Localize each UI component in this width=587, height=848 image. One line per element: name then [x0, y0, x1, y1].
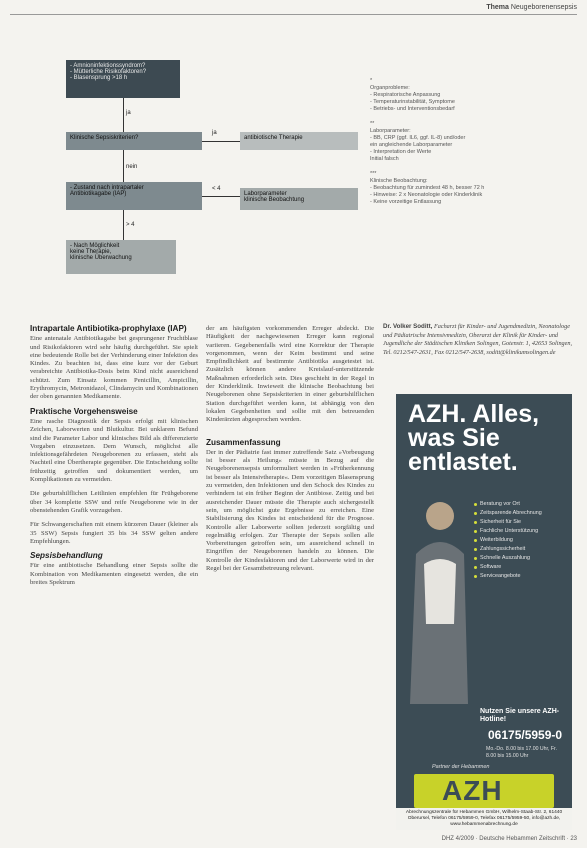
header-rule — [10, 14, 577, 15]
ad-footer: Abrechnungszentrale für Hebammen GmbH, Wilhelm-Staab-Str. 2, 61440 Oberursel, Telefon 06175/5959-0, Telefax 06175/5959-50, info@azh.de, www.hebammenabrechnung.de — [396, 808, 572, 830]
flowchart-label-ja: ja — [126, 110, 131, 116]
paragraph: Eine rasche Diagnostik der Sepsis erfolgt mit klinischen Zeichen, Laborwerten und Blutkultur. Bei unklarem Befund sind die Parameter Labor und klinisches Bild als differenzierte Vorgaben einzusetzen. Dem Wunsch, möglichst alle infektionsgefährdeten Neugeborenen zu erfassen, steht als Nachteil eine Übertherapie gegenüber. Die Entscheidung sollte frühzeitig getroffen und dokumentiert werden, um Komplikationen zu vermeiden. — [30, 417, 198, 484]
ad-hotline: Nutzen Sie unsere AZH-Hotline! — [480, 708, 560, 723]
ad-title: AZH. Alles, was Sie entlastet. — [408, 400, 540, 476]
heading-practical-approach: Praktische Vorgehensweise — [30, 406, 138, 416]
heading-summary: Zusammenfassung — [206, 437, 281, 447]
running-header: Thema Neugeborenensepsis — [486, 4, 577, 11]
heading-iap: Intrapartale Antibiotika-prophylaxe (IAP) — [30, 324, 187, 333]
flowchart-notes — [370, 78, 570, 214]
flowchart-label-gt4: > 4 — [126, 222, 135, 228]
flowchart-box-clinical-criteria: Klinische Sepsiskriterien? — [66, 132, 202, 150]
flowchart-box-risk-factors: - Amnioninfektionssyndrom? - Mütterliche Risikofaktoren? - Blasensprung >18 h — [66, 60, 180, 98]
article-column-2 — [206, 325, 374, 579]
note-lab-parameters: ** Laborparameter: - BB, CRP (ggf. IL6, ggf. IL-8) und/oder ein angleichende Laborparameter - Interpretation der Werte Initial falsch — [370, 121, 466, 162]
flowchart-box-lab-observation: Laborparameter klinische Beobachtung — [240, 188, 358, 210]
article-column-1 — [30, 325, 198, 593]
note-organ-problems: * Organprobleme: - Respiratorische Anpassung - Temperaturinstabilität, Symptome - Betriebs- und Interventionsbedarf — [370, 78, 455, 112]
author-bio — [383, 323, 573, 357]
paragraph: Die geburtshilflichen Leitlinien empfehlen für Frühgeborene über 34 komplette SSW und reife Neugeborene wie in der obenstehenden Grafik vorzugehen. — [30, 490, 198, 514]
azh-logo: AZH — [414, 774, 554, 808]
ad-service-list: Beratung vor Ort Zeitsparende Abrechnung Sicherheit für Sie Fachliche Unterstützung Weiterbildung Zahlungssicherheit Schnelle Auszahlung Software Serviceangebote — [474, 500, 564, 581]
author-name: Dr. Volker Soditt, — [383, 323, 433, 330]
paragraph: der am häufigsten vorkommenden Erreger abdeckt. Die Häufigkeit der nachgewiesenen Erreger kann regional variieren. Gegebenenfalls wird eine Korrektur der Therapie vorgenommen, wenn der Keim bestimmt und seine Empfindlichkeit auf bestimmte Antibiotika ausgetestet ist. Zusätzlich können andere Kreislauf-unterstützende Maßnahmen erforderlich sein. Dies geschieht in der Regel in der Kinderklinik. Inwieweit die klinische Beobachtung bei Neugeborenen ohne Sepsiskriterien in einer geburtshilflichen Station durchgeführt werden kann, ist abhängig von den lokalen Gegebenheiten und sollte mit den betreuenden Kinderärzten abgesprochen werden. — [206, 325, 374, 424]
ad-schedule: Mo.-Do. 8.00 bis 17.00 Uhr, Fr. 8.00 bis 15.00 Uhr — [486, 746, 557, 759]
ad-tagline: Partner der Hebammen — [432, 764, 490, 770]
page-footer: DHZ 4/2009 · Deutsche Hebammen Zeitschrift · 23 — [441, 836, 577, 842]
ad-phone: 06175/5959-0 — [488, 728, 563, 742]
author-details: Facharzt für Kinder- und Jugendmedizin, Neonatologe und Pädiatrische Intensivmedizin, Oberarzt der Klinik für Kinder- und Jugendliche der Städtischen Kliniken Solingen, Gotenstr. 1, 42653 Solingen, Tel. 0212/547-2631, Fax 0212/547-2638, soditt@klinikumsolingen.de — [383, 323, 573, 356]
paragraph: Für Schwangerschaften mit einem kürzeren Dauer (kleiner als 35 SSW) Sepsis fungiert 35 bis 34 SSW gelten andere Empfehlungen. — [30, 521, 198, 545]
flowchart-box-no-therapy: - Nach Möglichkeit keine Therapie, klinische Überwachung — [66, 240, 176, 274]
flowchart-label-ja-2: ja — [212, 130, 217, 136]
paragraph: Eine antenatale Antibiotikagabe bei gesprungener Fruchtblase und Risikofaktoren wird sehr häufig durchgeführt. Sie spielt eine bedeutende Rolle bei der Verhinderung einer Infektion des Kindes. Zu beachten ist, dass eine kurz vor der Geburt verabreichte Antibiotika-Dosis beim Kind nicht ausreichend schützt. Zum Einsatz kommen Penicillin, Ampicillin, Erythromycin, Metronidazol, Clindamycin und Kombinationen der oben genannten Medikamente. — [30, 335, 198, 401]
person-illustration — [402, 494, 472, 704]
heading-sepsis-treatment: Sepsisbehandlung — [30, 551, 103, 561]
flowchart-box-iap: - Zustand nach intrapartaler Antibiotikagabe (IAP) — [66, 182, 202, 210]
sepsis-flowchart — [66, 60, 386, 282]
flowchart-box-antibiotic-therapy: antibiotische Therapie — [240, 132, 358, 150]
azh-advertisement — [396, 394, 572, 830]
flowchart-label-nein: nein — [126, 164, 138, 170]
note-clinical-observation: *** Klinische Beobachtung: - Beobachtung für zumindest 48 h, besser 72 h - Hinweise: 2 x Neonatologie oder Kinderklinik - Keine vorzeitige Entlassung — [370, 171, 485, 205]
flowchart-label-lt4: < 4 — [212, 186, 221, 192]
paragraph: Für eine antibiotische Behandlung einer Sepsis sollte die Kombination von Medikamenten eingesetzt werden, die ein breites Spektrum — [30, 562, 198, 587]
paragraph: Der in der Pädiatrie fast immer zutreffende Satz »Vorbeugung ist besser als Heilung« müsste in Bezug auf die Neugeborenensepsis umformuliert werden in »Früherkennung ist besser als Intensivtherapie«. Dem vorzeitigen Blasensprung zu vermeiden, den Infektionen und den Schock des Kindes zu verhindern ist ein früher Beginn der Antibiose. Zeitig und bei ausreichender Dauer müsste die Therapie auch sichergestellt sein, um möglichst gute Ergebnisse zu erreichen. Eine Stabilisierung des Kindes ist entscheidend für die Prognose. Kontrolle aller Laborwerte sollten jederzeit sorgfältig und regelmäßig erfolgen. Zur Therapie der Sepsis sollen alle Vorbereitungen getroffen sein, um ausreichend schnell in Eingriffen der Neugeborenen handeln zu können. Die Kontrolle der Kindesfaktoren und der Laborwerte wird in der Regel bei der Gesamtbetreuung relevant. — [206, 448, 374, 573]
